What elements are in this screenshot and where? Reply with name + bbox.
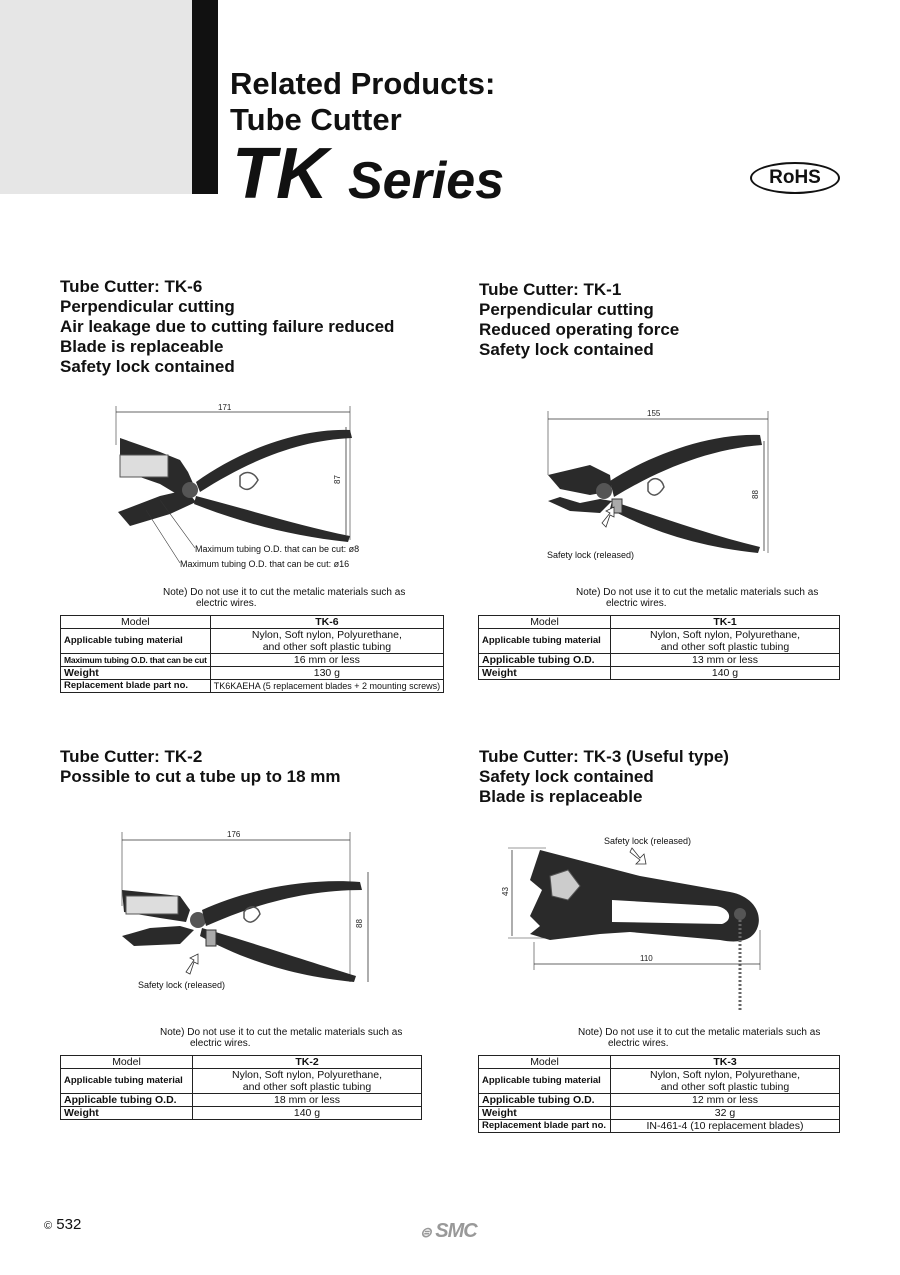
note-line-1: Note) Do not use it to cut the metalic materials such as <box>160 1027 403 1038</box>
tk3-spec-table <box>478 1055 840 1133</box>
row-label: Weight <box>61 1107 193 1120</box>
model-value: TK-6 <box>210 616 443 629</box>
tk3-line: Safety lock contained <box>479 767 654 786</box>
tk1-spec-table <box>478 615 840 680</box>
row-label: Weight <box>61 667 211 680</box>
value-line: Nylon, Soft nylon, Polyurethane, <box>649 629 800 641</box>
tk6-spec-table <box>60 615 444 693</box>
tk1-dim-height: 88 <box>751 490 760 499</box>
row-value: 13 mm or less <box>611 654 840 667</box>
model-value: TK-2 <box>193 1056 422 1069</box>
tk1-callout-lock: Safety lock (released) <box>547 550 635 560</box>
table-header-row <box>479 616 840 629</box>
table-row <box>61 667 444 680</box>
row-value: 140 g <box>193 1107 422 1120</box>
tk2-spec-table <box>60 1055 422 1120</box>
value-line: and other soft plastic tubing <box>660 641 790 653</box>
row-label: Applicable tubing O.D. <box>479 1094 611 1107</box>
row-value: 16 mm or less <box>210 654 443 667</box>
tk3-heading <box>479 747 729 807</box>
tk1-heading <box>479 280 679 360</box>
tk6-dim-width: 171 <box>218 403 232 412</box>
table-row <box>479 1069 840 1094</box>
smc-logo <box>420 1220 477 1243</box>
tk6-line: Safety lock contained <box>60 357 235 376</box>
tk3-dim-width: 110 <box>640 954 653 963</box>
tk3-dim-height: 43 <box>501 887 510 896</box>
row-label: Applicable tubing O.D. <box>479 654 611 667</box>
tk6-diagram <box>100 400 420 575</box>
tk2-line: Possible to cut a tube up to 18 mm <box>60 767 341 786</box>
tk3-note <box>578 1027 820 1049</box>
model-label: Model <box>61 616 211 629</box>
note-line-2: electric wires. <box>606 598 667 609</box>
table-row <box>479 629 840 654</box>
row-label: Applicable tubing material <box>479 629 611 654</box>
tk2-note <box>160 1027 402 1049</box>
series-title <box>232 134 504 221</box>
note-line-2: electric wires. <box>190 1038 251 1049</box>
row-label: Replacement blade part no. <box>61 680 211 693</box>
row-value: IN-461-4 (10 replacement blades) <box>611 1120 840 1133</box>
tk6-callout-8: Maximum tubing O.D. that can be cut: ø8 <box>195 544 360 554</box>
tk6-line: Tube Cutter: TK-6 <box>60 277 203 296</box>
row-label: Applicable tubing O.D. <box>61 1094 193 1107</box>
table-row <box>479 654 840 667</box>
tk6-tool-drawing <box>118 430 352 542</box>
model-label: Model <box>479 616 611 629</box>
row-value: 130 g <box>210 667 443 680</box>
value-line: and other soft plastic tubing <box>262 641 392 653</box>
smc-logo-text: SMC <box>435 1220 477 1242</box>
tk3-line: Tube Cutter: TK-3 (Useful type) <box>479 747 729 766</box>
table-row <box>61 654 444 667</box>
row-label: Replacement blade part no. <box>479 1120 611 1133</box>
table-header-row <box>479 1056 840 1069</box>
tk6-note <box>163 587 405 609</box>
model-label: Model <box>479 1056 611 1069</box>
note-line-2: electric wires. <box>196 598 257 609</box>
series-word: Series <box>348 152 505 210</box>
row-value: 32 g <box>611 1107 840 1120</box>
tk3-line: Blade is replaceable <box>479 787 643 806</box>
table-row <box>61 1069 422 1094</box>
title-line-2: Tube Cutter <box>230 102 402 137</box>
row-label: Applicable tubing material <box>479 1069 611 1094</box>
tk2-callout-lock: Safety lock (released) <box>138 980 226 990</box>
value-line: Nylon, Soft nylon, Polyurethane, <box>231 1069 382 1081</box>
page-number <box>44 1216 81 1233</box>
rohs-badge: RoHS <box>750 162 840 194</box>
note-line-1: Note) Do not use it to cut the metalic materials such as <box>163 587 406 598</box>
table-row <box>479 667 840 680</box>
tk3-diagram <box>490 830 780 1020</box>
tk1-line: Safety lock contained <box>479 340 654 359</box>
tk3-callout-lock: Safety lock (released) <box>604 836 692 846</box>
table-row <box>479 1120 840 1133</box>
series-tk: TK <box>232 134 328 214</box>
tk6-dim-height: 87 <box>333 475 342 484</box>
copyright-symbol: © <box>44 1220 53 1232</box>
table-row <box>61 680 444 693</box>
tk1-note <box>576 587 818 609</box>
header-gray-block <box>0 0 192 194</box>
row-label: Weight <box>479 1107 611 1120</box>
tk2-diagram <box>110 826 380 996</box>
row-value: TK6KAEHA (5 replacement blades + 2 mounting screws) <box>210 680 443 693</box>
table-row <box>479 1107 840 1120</box>
row-value: 12 mm or less <box>611 1094 840 1107</box>
value-line: Nylon, Soft nylon, Polyurethane, <box>649 1069 800 1081</box>
tk6-line: Perpendicular cutting <box>60 297 235 316</box>
page-number-value: 532 <box>56 1216 82 1233</box>
tk3-tool-drawing <box>530 850 759 1010</box>
tk6-heading <box>60 277 394 377</box>
tk6-line: Blade is replaceable <box>60 337 224 356</box>
tk2-dim-width: 176 <box>227 830 241 839</box>
table-header-row <box>61 616 444 629</box>
value-line: Nylon, Soft nylon, Polyurethane, <box>251 629 402 641</box>
row-value <box>611 629 840 654</box>
title-line-1: Related Products: <box>230 66 496 101</box>
smc-logo-icon: ⊜ <box>420 1224 431 1240</box>
page-title <box>230 66 495 138</box>
tk1-line: Perpendicular cutting <box>479 300 654 319</box>
value-line: and other soft plastic tubing <box>660 1081 790 1093</box>
model-value: TK-1 <box>611 616 840 629</box>
tk1-line: Reduced operating force <box>479 320 680 339</box>
tk2-line: Tube Cutter: TK-2 <box>60 747 203 766</box>
tk1-line: Tube Cutter: TK-1 <box>479 280 622 299</box>
tk2-heading <box>60 747 341 787</box>
model-value: TK-3 <box>611 1056 840 1069</box>
note-line-1: Note) Do not use it to cut the metalic materials such as <box>578 1027 821 1038</box>
tk1-diagram <box>540 405 780 565</box>
row-value: 18 mm or less <box>193 1094 422 1107</box>
model-label: Model <box>61 1056 193 1069</box>
row-value <box>193 1069 422 1094</box>
value-line: and other soft plastic tubing <box>242 1081 372 1093</box>
table-row <box>61 1107 422 1120</box>
tk2-tool-drawing <box>122 881 362 982</box>
tk1-tool-drawing <box>548 435 762 553</box>
note-line-1: Note) Do not use it to cut the metalic materials such as <box>576 587 819 598</box>
tk6-line: Air leakage due to cutting failure reduced <box>60 317 395 336</box>
table-header-row <box>61 1056 422 1069</box>
tk1-dim-width: 155 <box>647 409 661 418</box>
row-label: Maximum tubing O.D. that can be cut <box>61 654 211 667</box>
row-label: Applicable tubing material <box>61 1069 193 1094</box>
table-row <box>479 1094 840 1107</box>
row-value: 140 g <box>611 667 840 680</box>
row-label: Applicable tubing material <box>61 629 211 654</box>
row-label: Weight <box>479 667 611 680</box>
tk6-callout-16: Maximum tubing O.D. that can be cut: ø16 <box>180 559 350 569</box>
table-row <box>61 1094 422 1107</box>
tk2-dim-height: 88 <box>355 919 364 928</box>
note-line-2: electric wires. <box>608 1038 669 1049</box>
row-value <box>210 629 443 654</box>
table-row <box>61 629 444 654</box>
row-value <box>611 1069 840 1094</box>
header-black-bar <box>192 0 218 194</box>
